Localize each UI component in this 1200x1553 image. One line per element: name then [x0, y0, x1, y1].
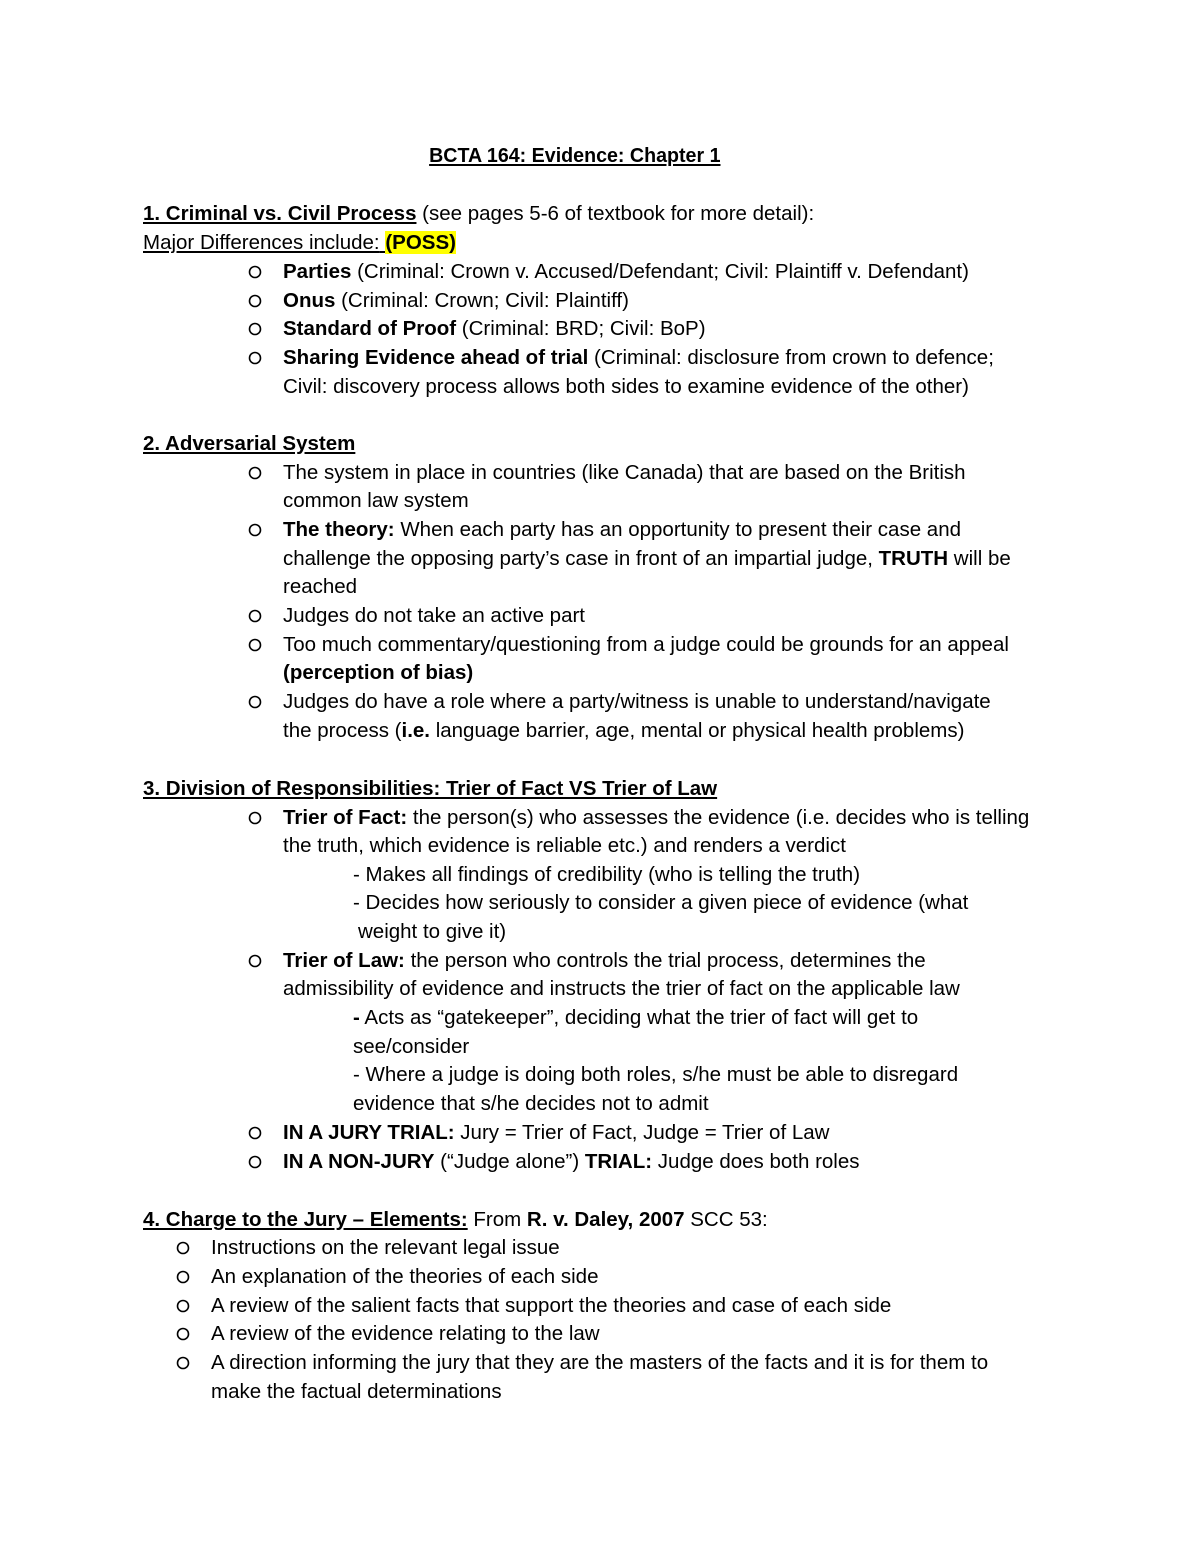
item-continuation: admissibility of evidence and instructs the trier of fact on the applicable law	[283, 977, 960, 1000]
list-item	[283, 1118, 829, 1147]
case-name: R. v. Daley, 2007	[526, 1208, 685, 1231]
list-item: A direction informing the jury that they are the masters of the facts and it is for them to	[211, 1351, 989, 1374]
item-text: When each party has an opportunity to present their case and	[394, 518, 961, 541]
term-label: Trier of Law:	[283, 949, 405, 972]
case-citation: SCC 53:	[684, 1208, 768, 1231]
hollow-bullet-icon	[247, 637, 263, 653]
hollow-bullet-icon	[175, 1269, 191, 1285]
item-text: (Criminal: BRD; Civil: BoP)	[456, 317, 706, 340]
item-text: will be	[948, 547, 1011, 570]
section-4-heading: 4. Charge to the Jury – Elements:	[143, 1208, 468, 1231]
page-title: BCTA 164: Evidence: Chapter 1	[429, 144, 721, 167]
hollow-bullet-icon	[247, 1154, 263, 1170]
item-continuation: common law system	[283, 489, 469, 512]
term-label: The theory:	[283, 518, 395, 541]
item-text: the person who controls the trial process, determines the	[404, 949, 926, 972]
hollow-bullet-icon	[175, 1298, 191, 1314]
hollow-bullet-icon	[175, 1326, 191, 1342]
list-item	[283, 257, 969, 286]
sub-point	[353, 1003, 918, 1032]
section-1-heading-note: (see pages 5-6 of textbook for more detail):	[416, 202, 815, 225]
list-item: A review of the salient facts that support the theories and case of each side	[211, 1294, 892, 1317]
list-item: An explanation of the theories of each side	[211, 1265, 599, 1288]
item-text: (“Judge alone”)	[434, 1150, 585, 1173]
section-2-heading: 2. Adversarial System	[143, 432, 356, 455]
item-continuation	[283, 716, 964, 745]
list-item	[283, 286, 629, 315]
term-label: Onus	[283, 289, 336, 312]
term-label: IN A JURY TRIAL:	[283, 1121, 455, 1144]
sub-point: - Decides how seriously to consider a given piece of evidence (what	[353, 891, 969, 914]
term-label: IN A NON-JURY	[283, 1150, 435, 1173]
major-differences-line	[143, 228, 456, 257]
item-text: Acts as “gatekeeper”, deciding what the trier of fact will get to	[359, 1006, 919, 1029]
list-item	[283, 946, 926, 975]
sub-point: - Makes all findings of credibility (who is telling the truth)	[353, 863, 861, 886]
item-continuation: (perception of bias)	[283, 661, 474, 684]
item-text: challenge the opposing party’s case in front of an impartial judge,	[283, 547, 879, 570]
ie-emphasis: i.e.	[401, 719, 430, 742]
section-1-heading: 1. Criminal vs. Civil Process	[143, 202, 417, 225]
hollow-bullet-icon	[247, 321, 263, 337]
hollow-bullet-icon	[247, 608, 263, 624]
item-text: (Criminal: disclosure from crown to defence;	[588, 346, 994, 369]
poss-highlight: (POSS)	[385, 231, 456, 254]
hollow-bullet-icon	[247, 1125, 263, 1141]
term-label: Trier of Fact:	[283, 806, 408, 829]
hollow-bullet-icon	[247, 522, 263, 538]
hollow-bullet-icon	[247, 810, 263, 826]
term-label: Parties	[283, 260, 352, 283]
item-continuation: make the factual determinations	[211, 1380, 502, 1403]
hollow-bullet-icon	[175, 1355, 191, 1371]
item-continuation: Civil: discovery process allows both sides to examine evidence of the other)	[283, 375, 969, 398]
item-continuation: reached	[283, 575, 358, 598]
sub-point-continuation: see/consider	[353, 1035, 470, 1058]
truth-emphasis: TRUTH	[878, 547, 949, 570]
hollow-bullet-icon	[247, 694, 263, 710]
sub-point-continuation: evidence that s/he decides not to admit	[353, 1092, 709, 1115]
hollow-bullet-icon	[247, 350, 263, 366]
item-text: the person(s) who assesses the evidence (i.e. decides who is telling	[407, 806, 1030, 829]
section-1-heading-line	[143, 199, 814, 228]
hollow-bullet-icon	[175, 1240, 191, 1256]
item-text: language barrier, age, mental or physical health problems)	[430, 719, 965, 742]
sub-point-continuation: weight to give it)	[358, 920, 507, 943]
hollow-bullet-icon	[247, 264, 263, 280]
item-text: (Criminal: Crown; Civil: Plaintiff)	[335, 289, 629, 312]
dash-marker: -	[353, 1006, 360, 1029]
hollow-bullet-icon	[247, 293, 263, 309]
item-continuation	[283, 544, 1011, 573]
list-item: The system in place in countries (like Canada) that are based on the British	[283, 461, 966, 484]
list-item: Instructions on the relevant legal issue	[211, 1236, 560, 1259]
list-item	[283, 1147, 860, 1176]
list-item	[283, 314, 706, 343]
term-label: Sharing Evidence ahead of trial	[283, 346, 589, 369]
item-text: the process (	[283, 719, 402, 742]
section-3-heading: 3. Division of Responsibilities: Trier of Fact VS Trier of Law	[143, 777, 718, 800]
item-text: Jury = Trier of Fact, Judge = Trier of Law	[454, 1121, 830, 1144]
item-text: From	[467, 1208, 527, 1231]
list-item	[283, 803, 1029, 832]
section-4-heading-line	[143, 1205, 768, 1234]
term-label: Standard of Proof	[283, 317, 457, 340]
item-text: Judge does both roles	[652, 1150, 860, 1173]
major-differences-label: Major Differences include:	[143, 231, 380, 254]
term-label: TRIAL:	[584, 1150, 653, 1173]
item-continuation: the truth, which evidence is reliable etc.) and renders a verdict	[283, 834, 846, 857]
list-item	[283, 343, 994, 372]
list-item: Judges do have a role where a party/witness is unable to understand/navigate	[283, 690, 991, 713]
list-item: A review of the evidence relating to the law	[211, 1322, 600, 1345]
list-item: Too much commentary/questioning from a judge could be grounds for an appeal	[283, 633, 1009, 656]
list-item: Judges do not take an active part	[283, 604, 586, 627]
list-item	[283, 515, 961, 544]
hollow-bullet-icon	[247, 465, 263, 481]
item-text: (Criminal: Crown v. Accused/Defendant; Civil: Plaintiff v. Defendant)	[351, 260, 969, 283]
hollow-bullet-icon	[247, 953, 263, 969]
sub-point: - Where a judge is doing both roles, s/he must be able to disregard	[353, 1063, 959, 1086]
